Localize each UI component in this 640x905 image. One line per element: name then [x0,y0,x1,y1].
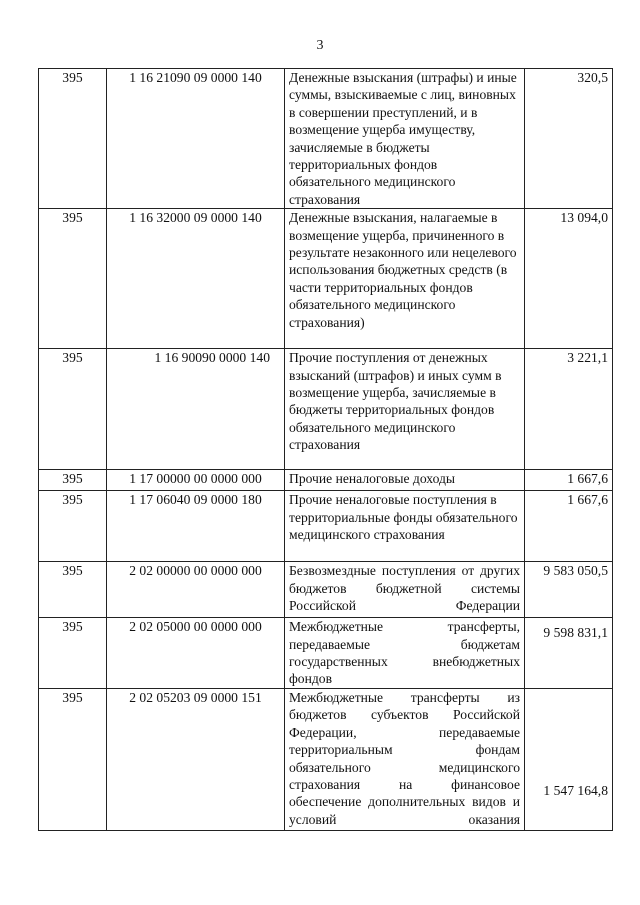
revenue-name-cell: Прочие поступления от денежных взысканий (штрафов) и иных сумм в возмещение ущерба, зачисляемые в бюджеты территориальных фондов обязательного медицинского страхования [285,349,525,470]
budget-classification-code-cell: 2 02 05203 09 0000 151 [107,688,285,830]
revenue-name-cell: Денежные взыскания, налагаемые в возмещение ущерба, причиненного в результате незаконного или нецелевого использования бюджетных средств (в части территориальных фондов обязательного медицинского страхования) [285,209,525,349]
table-row [39,688,613,830]
admin-code-cell: 395 [39,491,107,562]
budget-classification-code-cell: 1 17 06040 09 0000 180 [107,491,285,562]
admin-code-cell: 395 [39,349,107,470]
revenue-name-cell: Межбюджетные трансферты из бюджетов субъектов Российской Федерации, передаваемые территориальным фондам обязательного медицинского страхования на финансовое обеспечение дополнительных видов и условий оказания [285,688,525,830]
admin-code-cell: 395 [39,688,107,830]
table-row [39,562,613,618]
table-row [39,491,613,562]
admin-code-cell: 395 [39,470,107,491]
amount-cell: 1 667,6 [525,470,613,491]
table-row [39,470,613,491]
admin-code-cell: 395 [39,562,107,618]
amount-cell: 320,5 [525,69,613,209]
revenue-name-cell: Прочие неналоговые доходы [285,470,525,491]
amount-cell: 13 094,0 [525,209,613,349]
table-row [39,209,613,349]
table-row [39,349,613,470]
admin-code-cell: 395 [39,618,107,689]
budget-classification-code-cell: 2 02 00000 00 0000 000 [107,562,285,618]
revenue-name-cell: Прочие неналоговые поступления в территориальные фонды обязательного медицинского страхования [285,491,525,562]
budget-classification-code-cell: 1 16 90090 0000 140 [107,349,285,470]
admin-code-cell: 395 [39,69,107,209]
amount-cell: 9 598 831,1 [525,618,613,689]
budget-revenue-table [38,68,613,831]
budget-classification-code-cell: 1 16 32000 09 0000 140 [107,209,285,349]
budget-classification-code-cell: 1 17 00000 00 0000 000 [107,470,285,491]
revenue-name-cell: Денежные взыскания (штрафы) и иные суммы, взыскиваемые с лиц, виновных в совершении преступлений, и в возмещение ущерба имуществу, зачисляемые в бюджеты территориальных фондов обязательного медицинского страхования [285,69,525,209]
budget-classification-code-cell: 1 16 21090 09 0000 140 [107,69,285,209]
page-number: 3 [316,38,324,53]
amount-cell: 1 667,6 [525,491,613,562]
table-row [39,618,613,689]
table-row [39,69,613,209]
amount-cell: 3 221,1 [525,349,613,470]
admin-code-cell: 395 [39,209,107,349]
amount-cell: 1 547 164,8 [525,688,613,830]
revenue-name-cell: Безвозмездные поступления от других бюджетов бюджетной системы Российской Федерации [285,562,525,618]
amount-cell: 9 583 050,5 [525,562,613,618]
budget-classification-code-cell: 2 02 05000 00 0000 000 [107,618,285,689]
revenue-name-cell: Межбюджетные трансферты, передаваемые бюджетам государственных внебюджетных фондов [285,618,525,689]
